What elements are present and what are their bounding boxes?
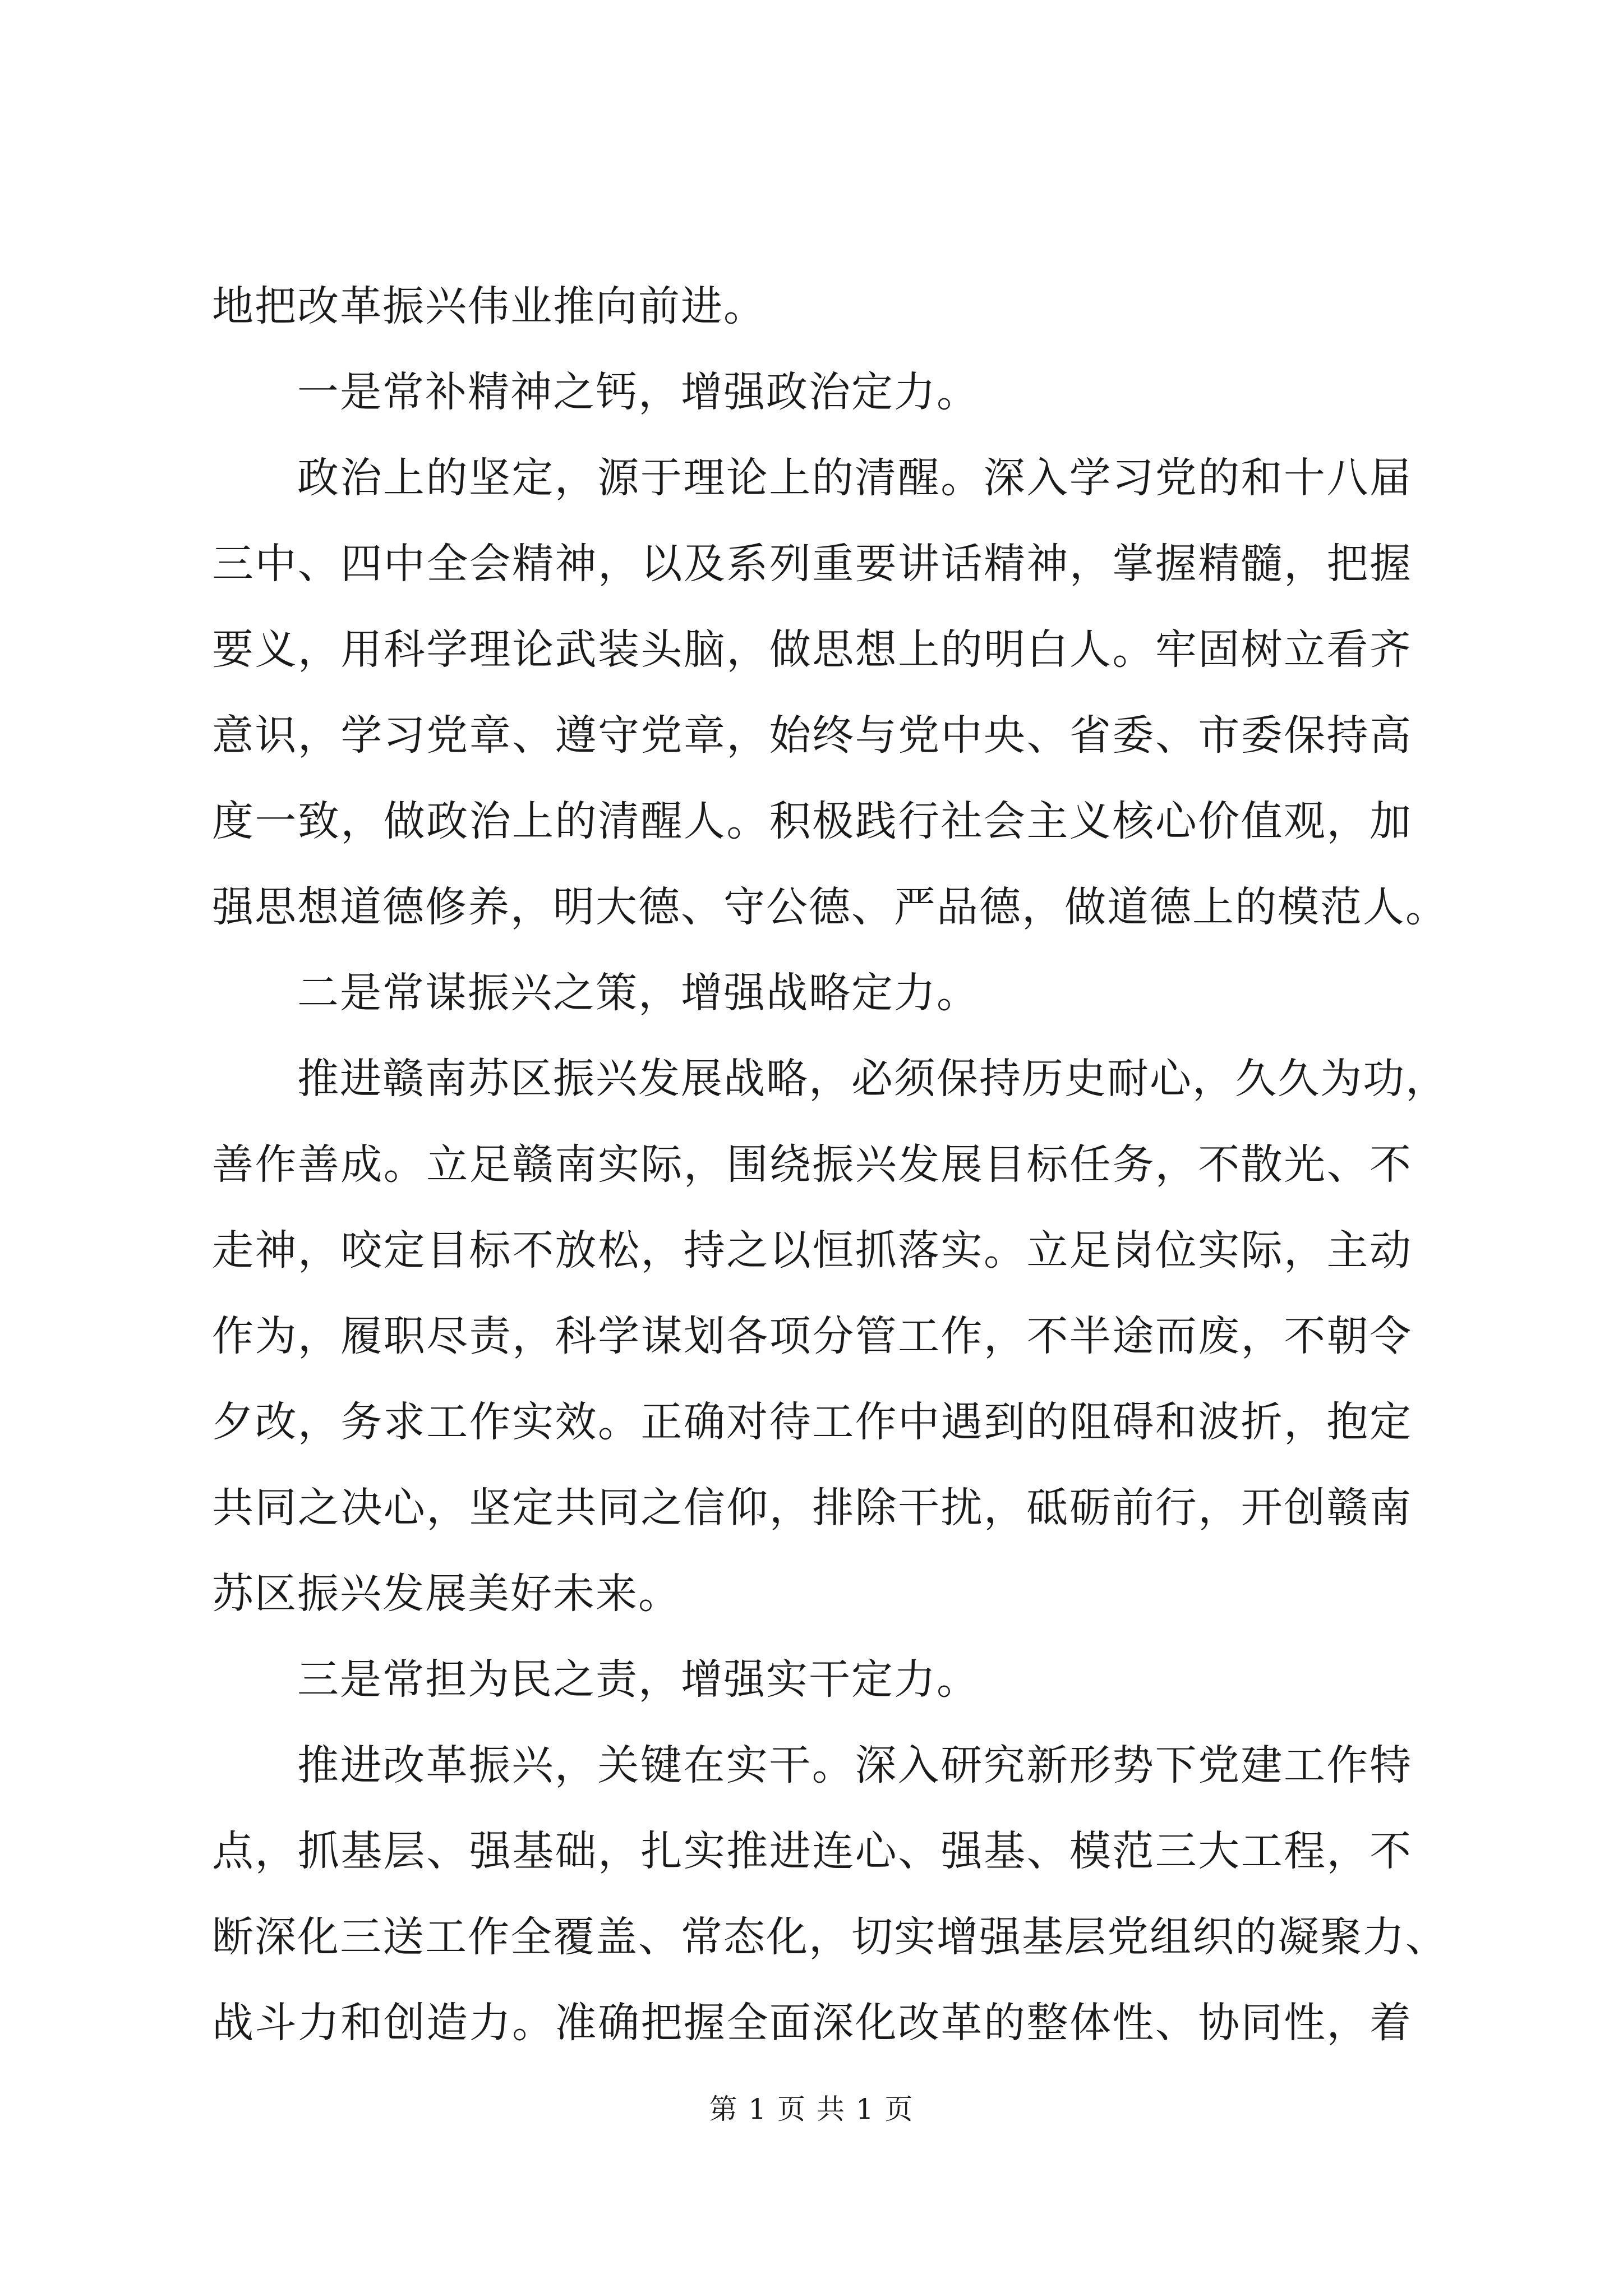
text-line-18: 推进改革振兴，关键在实干。深入研究新形势下党建工作特 bbox=[297, 1741, 1412, 1789]
page-number-label: 第 1 页 共 1 页 bbox=[709, 2093, 914, 2125]
text-line-13: 作为，履职尽责，科学谋划各项分管工作，不半途而废，不朝令 bbox=[212, 1312, 1412, 1360]
text-line-6: 意识，学习党章、遵守党章，始终与党中央、省委、市委保持高 bbox=[212, 711, 1412, 760]
heading-line-1: 一是常补精神之钙，增强政治定力。 bbox=[297, 368, 979, 416]
text-line-3: 政治上的坚定，源于理论上的清醒。深入学习党的和十八届 bbox=[297, 454, 1412, 502]
text-line-16: 苏区振兴发展美好未来。 bbox=[212, 1570, 681, 1618]
text-line-11: 善作善成。立足赣南实际，围绕振兴发展目标任务，不散光、不 bbox=[212, 1140, 1412, 1189]
heading-line-3: 三是常担为民之责，增强实干定力。 bbox=[297, 1655, 979, 1704]
text-line-4: 三中、四中全会精神，以及系列重要讲话精神，掌握精髓，把握 bbox=[212, 540, 1412, 588]
text-line-20: 断深化三送工作全覆盖、常态化，切实增强基层党组织的凝聚力、 bbox=[212, 1913, 1448, 1961]
text-line-19: 点，抓基层、强基础，扎实推进连心、强基、模范三大工程，不 bbox=[212, 1827, 1412, 1875]
text-line-1: 地把改革振兴伟业推向前进。 bbox=[212, 282, 766, 330]
page-footer bbox=[0, 2090, 1623, 2129]
text-line-7: 度一致，做政治上的清醒人。积极践行社会主义核心价值观，加 bbox=[212, 797, 1412, 845]
text-line-12: 走神，咬定目标不放松，持之以恒抓落实。立足岗位实际，主动 bbox=[212, 1226, 1412, 1274]
text-line-21: 战斗力和创造力。准确把握全面深化改革的整体性、协同性，着 bbox=[212, 1999, 1412, 2047]
document-body bbox=[212, 264, 1448, 2066]
text-line-14: 夕改，务求工作实效。正确对待工作中遇到的阻碍和波折，抱定 bbox=[212, 1398, 1412, 1446]
text-line-5: 要义，用科学理论武装头脑，做思想上的明白人。牢固树立看齐 bbox=[212, 625, 1412, 674]
text-line-8: 强思想道德修养，明大德、守公德、严品德，做道德上的模范人。 bbox=[212, 883, 1448, 931]
text-line-10: 推进赣南苏区振兴发展战略，必须保持历史耐心，久久为功， bbox=[297, 1055, 1448, 1103]
text-line-15: 共同之决心，坚定共同之信仰，排除干扰，砥砺前行，开创赣南 bbox=[212, 1484, 1412, 1532]
heading-line-2: 二是常谋振兴之策，增强战略定力。 bbox=[297, 969, 979, 1017]
